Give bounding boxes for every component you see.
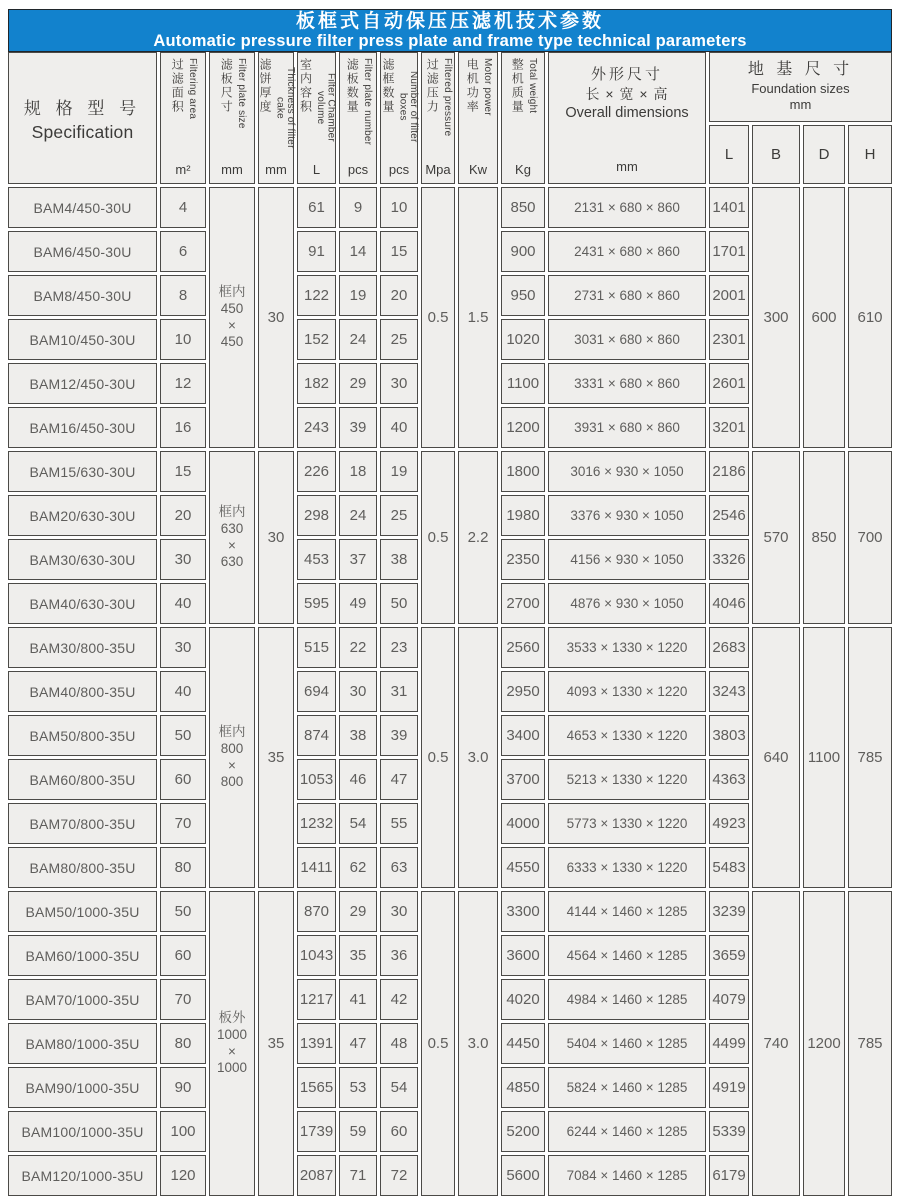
plate-number-cell: 47 <box>339 1023 377 1064</box>
cake-thickness-cell: 30 <box>258 451 294 624</box>
chamber-volume-cell: 226 <box>297 451 336 492</box>
chamber-volume-cell: 453 <box>297 539 336 580</box>
plate-size-cell: 框内 450 × 450 <box>209 187 255 448</box>
plate-number-cell: 46 <box>339 759 377 800</box>
foundation-l-cell: 1401 <box>709 187 749 228</box>
area-cell: 80 <box>160 1023 206 1064</box>
foundation-l-cell: 4919 <box>709 1067 749 1108</box>
foundation-b-cell: 640 <box>752 627 800 888</box>
model-cell: BAM50/1000-35U <box>8 891 157 932</box>
weight-cell: 3300 <box>501 891 545 932</box>
col-unit-weight: Kg <box>515 161 531 177</box>
foundation-b-cell: 570 <box>752 451 800 624</box>
col-header-cake <box>258 52 294 184</box>
weight-cell: 5600 <box>501 1155 545 1196</box>
chamber-volume-cell: 122 <box>297 275 336 316</box>
area-cell: 80 <box>160 847 206 888</box>
plate-number-cell: 53 <box>339 1067 377 1108</box>
chamber-volume-cell: 1411 <box>297 847 336 888</box>
weight-cell: 4550 <box>501 847 545 888</box>
dims-header-sub: 长 × 宽 × 高 <box>585 86 669 103</box>
model-cell: BAM60/1000-35U <box>8 935 157 976</box>
area-cell: 30 <box>160 539 206 580</box>
foundation-b-cell: 300 <box>752 187 800 448</box>
dims-header-zh: 外形尺寸 <box>590 66 663 83</box>
model-cell: BAM120/1000-35U <box>8 1155 157 1196</box>
plate-number-cell: 9 <box>339 187 377 228</box>
col-header-volume <box>297 52 336 184</box>
chamber-volume-cell: 874 <box>297 715 336 756</box>
chamber-volume-cell: 1391 <box>297 1023 336 1064</box>
weight-cell: 4000 <box>501 803 545 844</box>
dims-cell: 6333 × 1330 × 1220 <box>548 847 706 888</box>
plate-number-cell: 29 <box>339 363 377 404</box>
box-number-cell: 25 <box>380 495 418 536</box>
plate-number-cell: 18 <box>339 451 377 492</box>
col-header-power <box>458 52 498 184</box>
dims-cell: 5213 × 1330 × 1220 <box>548 759 706 800</box>
plate-number-cell: 24 <box>339 495 377 536</box>
dims-cell: 4156 × 930 × 1050 <box>548 539 706 580</box>
dims-cell: 5773 × 1330 × 1220 <box>548 803 706 844</box>
col-header-plate <box>209 52 255 184</box>
foundation-l-cell: 2301 <box>709 319 749 360</box>
box-number-cell: 42 <box>380 979 418 1020</box>
title-banner <box>8 9 892 52</box>
foundation-l-cell: 4079 <box>709 979 749 1020</box>
col-header-plates <box>339 52 377 184</box>
foundation-b-cell: 740 <box>752 891 800 1196</box>
area-cell: 20 <box>160 495 206 536</box>
area-cell: 90 <box>160 1067 206 1108</box>
col-header-pressure-zh: 过滤压力 <box>425 58 440 114</box>
plate-number-cell: 39 <box>339 407 377 448</box>
model-cell: BAM16/450-30U <box>8 407 157 448</box>
chamber-volume-cell: 515 <box>297 627 336 668</box>
model-cell: BAM15/630-30U <box>8 451 157 492</box>
model-cell: BAM6/450-30U <box>8 231 157 272</box>
plate-number-cell: 62 <box>339 847 377 888</box>
col-header-plates-en: Filter plate number <box>361 58 373 146</box>
foundation-subcol-d: D <box>803 125 845 184</box>
dims-cell: 4653 × 1330 × 1220 <box>548 715 706 756</box>
chamber-volume-cell: 152 <box>297 319 336 360</box>
box-number-cell: 63 <box>380 847 418 888</box>
weight-cell: 1800 <box>501 451 545 492</box>
plate-number-cell: 38 <box>339 715 377 756</box>
foundation-h-cell: 785 <box>848 891 892 1196</box>
area-cell: 60 <box>160 759 206 800</box>
weight-cell: 1020 <box>501 319 545 360</box>
weight-cell: 950 <box>501 275 545 316</box>
model-cell: BAM4/450-30U <box>8 187 157 228</box>
model-cell: BAM30/630-30U <box>8 539 157 580</box>
plate-number-cell: 71 <box>339 1155 377 1196</box>
col-header-weight <box>501 52 545 184</box>
chamber-volume-cell: 243 <box>297 407 336 448</box>
dims-cell: 5824 × 1460 × 1285 <box>548 1067 706 1108</box>
weight-cell: 3700 <box>501 759 545 800</box>
box-number-cell: 39 <box>380 715 418 756</box>
col-header-pressure <box>421 52 455 184</box>
dims-cell: 3331 × 680 × 860 <box>548 363 706 404</box>
dims-header-en: Overall dimensions <box>565 105 689 122</box>
col-header-boxes <box>380 52 418 184</box>
plate-number-cell: 30 <box>339 671 377 712</box>
foundation-h-cell: 610 <box>848 187 892 448</box>
chamber-volume-cell: 91 <box>297 231 336 272</box>
box-number-cell: 19 <box>380 451 418 492</box>
foundation-subcol-h: H <box>848 125 892 184</box>
plate-number-cell: 35 <box>339 935 377 976</box>
model-cell: BAM80/800-35U <box>8 847 157 888</box>
chamber-volume-cell: 1043 <box>297 935 336 976</box>
foundation-l-cell: 3239 <box>709 891 749 932</box>
plate-number-cell: 59 <box>339 1111 377 1152</box>
foundation-l-cell: 5339 <box>709 1111 749 1152</box>
weight-cell: 1200 <box>501 407 545 448</box>
model-cell: BAM50/800-35U <box>8 715 157 756</box>
pressure-cell: 0.5 <box>421 891 455 1196</box>
plate-number-cell: 37 <box>339 539 377 580</box>
plate-number-cell: 54 <box>339 803 377 844</box>
col-header-boxes-en: Number of filter boxes <box>397 71 419 143</box>
model-cell: BAM8/450-30U <box>8 275 157 316</box>
dims-cell: 4876 × 930 × 1050 <box>548 583 706 624</box>
area-cell: 30 <box>160 627 206 668</box>
weight-cell: 2950 <box>501 671 545 712</box>
page-title-zh: 板框式自动保压压滤机技术参数 <box>295 10 604 32</box>
weight-cell: 4850 <box>501 1067 545 1108</box>
dims-header-unit: mm <box>616 159 638 175</box>
pressure-cell: 0.5 <box>421 451 455 624</box>
cake-thickness-cell: 35 <box>258 891 294 1196</box>
box-number-cell: 25 <box>380 319 418 360</box>
foundation-d-cell: 850 <box>803 451 845 624</box>
foundation-d-cell: 600 <box>803 187 845 448</box>
chamber-volume-cell: 870 <box>297 891 336 932</box>
chamber-volume-cell: 2087 <box>297 1155 336 1196</box>
plate-size-cell: 板外 1000 × 1000 <box>209 891 255 1196</box>
dims-cell: 4093 × 1330 × 1220 <box>548 671 706 712</box>
col-unit-power: Kw <box>468 161 488 177</box>
foundation-l-cell: 6179 <box>709 1155 749 1196</box>
col-unit-cake: mm <box>265 162 287 178</box>
foundation-l-cell: 4923 <box>709 803 749 844</box>
pressure-cell: 0.5 <box>421 627 455 888</box>
box-number-cell: 50 <box>380 583 418 624</box>
dims-cell: 3533 × 1330 × 1220 <box>548 627 706 668</box>
col-header-volume-en: Filter Chamber volume <box>315 72 337 142</box>
dims-cell: 2431 × 680 × 860 <box>548 231 706 272</box>
col-header-weight-en: Total weight <box>526 58 538 114</box>
foundation-l-cell: 2001 <box>709 275 749 316</box>
foundation-l-cell: 1701 <box>709 231 749 272</box>
foundation-header <box>709 52 892 122</box>
col-unit-pressure: Mpa <box>425 161 451 177</box>
foundation-l-cell: 3326 <box>709 539 749 580</box>
model-cell: BAM40/800-35U <box>8 671 157 712</box>
spec-header <box>8 52 157 184</box>
area-cell: 70 <box>160 979 206 1020</box>
foundation-l-cell: 2683 <box>709 627 749 668</box>
spec-header-zh: 规 格 型 号 <box>23 98 142 118</box>
col-header-area <box>160 52 206 184</box>
plate-number-cell: 14 <box>339 231 377 272</box>
col-header-area-en: Filtering area <box>186 58 198 120</box>
weight-cell: 4020 <box>501 979 545 1020</box>
weight-cell: 900 <box>501 231 545 272</box>
dims-cell: 3031 × 680 × 860 <box>548 319 706 360</box>
power-cell: 3.0 <box>458 891 498 1196</box>
box-number-cell: 20 <box>380 275 418 316</box>
dims-cell: 3376 × 930 × 1050 <box>548 495 706 536</box>
box-number-cell: 60 <box>380 1111 418 1152</box>
plate-size-cell: 框内 630 × 630 <box>209 451 255 624</box>
chamber-volume-cell: 182 <box>297 363 336 404</box>
weight-cell: 2350 <box>501 539 545 580</box>
weight-cell: 3400 <box>501 715 545 756</box>
foundation-l-cell: 3201 <box>709 407 749 448</box>
area-cell: 8 <box>160 275 206 316</box>
spec-table <box>8 52 892 1196</box>
chamber-volume-cell: 1232 <box>297 803 336 844</box>
box-number-cell: 48 <box>380 1023 418 1064</box>
foundation-l-cell: 5483 <box>709 847 749 888</box>
model-cell: BAM100/1000-35U <box>8 1111 157 1152</box>
weight-cell: 850 <box>501 187 545 228</box>
area-cell: 120 <box>160 1155 206 1196</box>
col-header-power-zh: 电机功率 <box>465 58 480 114</box>
foundation-h-cell: 785 <box>848 627 892 888</box>
model-cell: BAM10/450-30U <box>8 319 157 360</box>
col-header-cake-en: Thickness of filter cake <box>274 66 296 149</box>
power-cell: 3.0 <box>458 627 498 888</box>
foundation-l-cell: 3243 <box>709 671 749 712</box>
box-number-cell: 30 <box>380 363 418 404</box>
model-cell: BAM80/1000-35U <box>8 1023 157 1064</box>
col-header-area-zh: 过滤面积 <box>170 58 185 114</box>
weight-cell: 3600 <box>501 935 545 976</box>
box-number-cell: 15 <box>380 231 418 272</box>
col-header-cake-zh: 滤饼厚度 <box>258 58 272 114</box>
area-cell: 50 <box>160 715 206 756</box>
col-unit-boxes: pcs <box>388 162 410 178</box>
chamber-volume-cell: 61 <box>297 187 336 228</box>
chamber-volume-cell: 694 <box>297 671 336 712</box>
col-header-pressure-en: Filtered pressure <box>441 58 453 137</box>
page-title-en: Automatic pressure filter press plate and frame type technical parameters <box>153 31 747 50</box>
weight-cell: 1100 <box>501 363 545 404</box>
area-cell: 10 <box>160 319 206 360</box>
dims-cell: 5404 × 1460 × 1285 <box>548 1023 706 1064</box>
model-cell: BAM90/1000-35U <box>8 1067 157 1108</box>
pressure-cell: 0.5 <box>421 187 455 448</box>
foundation-l-cell: 4046 <box>709 583 749 624</box>
foundation-header-unit: mm <box>789 97 812 113</box>
plate-number-cell: 24 <box>339 319 377 360</box>
foundation-h-cell: 700 <box>848 451 892 624</box>
model-cell: BAM70/1000-35U <box>8 979 157 1020</box>
model-cell: BAM70/800-35U <box>8 803 157 844</box>
dims-cell: 4144 × 1460 × 1285 <box>548 891 706 932</box>
plate-number-cell: 41 <box>339 979 377 1020</box>
chamber-volume-cell: 298 <box>297 495 336 536</box>
model-cell: BAM20/630-30U <box>8 495 157 536</box>
chamber-volume-cell: 1739 <box>297 1111 336 1152</box>
foundation-l-cell: 2546 <box>709 495 749 536</box>
chamber-volume-cell: 595 <box>297 583 336 624</box>
dims-cell: 3016 × 930 × 1050 <box>548 451 706 492</box>
model-cell: BAM12/450-30U <box>8 363 157 404</box>
col-unit-plate: mm <box>221 161 243 177</box>
area-cell: 15 <box>160 451 206 492</box>
dims-cell: 7084 × 1460 × 1285 <box>548 1155 706 1196</box>
dims-cell: 3931 × 680 × 860 <box>548 407 706 448</box>
box-number-cell: 72 <box>380 1155 418 1196</box>
col-unit-volume: L <box>312 162 321 178</box>
col-header-volume-zh: 室内容积 <box>298 58 313 114</box>
power-cell: 1.5 <box>458 187 498 448</box>
chamber-volume-cell: 1053 <box>297 759 336 800</box>
foundation-subcol-b: B <box>752 125 800 184</box>
box-number-cell: 31 <box>380 671 418 712</box>
chamber-volume-cell: 1217 <box>297 979 336 1020</box>
foundation-subcol-l: L <box>709 125 749 184</box>
col-header-plates-zh: 滤板数量 <box>345 58 360 114</box>
box-number-cell: 10 <box>380 187 418 228</box>
plate-number-cell: 49 <box>339 583 377 624</box>
area-cell: 16 <box>160 407 206 448</box>
foundation-l-cell: 2601 <box>709 363 749 404</box>
box-number-cell: 55 <box>380 803 418 844</box>
col-header-plate-en: Filter plate size <box>235 58 247 129</box>
chamber-volume-cell: 1565 <box>297 1067 336 1108</box>
col-header-boxes-zh: 滤框数量 <box>381 58 395 114</box>
weight-cell: 2700 <box>501 583 545 624</box>
col-header-plate-zh: 滤板尺寸 <box>219 58 234 114</box>
dims-cell: 2131 × 680 × 860 <box>548 187 706 228</box>
col-header-weight-zh: 整机质量 <box>510 58 525 114</box>
dims-cell: 4984 × 1460 × 1285 <box>548 979 706 1020</box>
weight-cell: 5200 <box>501 1111 545 1152</box>
cake-thickness-cell: 35 <box>258 627 294 888</box>
model-cell: BAM40/630-30U <box>8 583 157 624</box>
foundation-header-en: Foundation sizes <box>751 80 850 96</box>
dims-header <box>548 52 706 184</box>
weight-cell: 1980 <box>501 495 545 536</box>
area-cell: 100 <box>160 1111 206 1152</box>
box-number-cell: 36 <box>380 935 418 976</box>
foundation-l-cell: 2186 <box>709 451 749 492</box>
foundation-l-cell: 3803 <box>709 715 749 756</box>
foundation-d-cell: 1200 <box>803 891 845 1196</box>
plate-size-cell: 框内 800 × 800 <box>209 627 255 888</box>
power-cell: 2.2 <box>458 451 498 624</box>
area-cell: 60 <box>160 935 206 976</box>
box-number-cell: 38 <box>380 539 418 580</box>
box-number-cell: 47 <box>380 759 418 800</box>
model-cell: BAM60/800-35U <box>8 759 157 800</box>
plate-number-cell: 29 <box>339 891 377 932</box>
area-cell: 4 <box>160 187 206 228</box>
area-cell: 40 <box>160 583 206 624</box>
plate-number-cell: 22 <box>339 627 377 668</box>
foundation-l-cell: 4363 <box>709 759 749 800</box>
cake-thickness-cell: 30 <box>258 187 294 448</box>
dims-cell: 6244 × 1460 × 1285 <box>548 1111 706 1152</box>
weight-cell: 4450 <box>501 1023 545 1064</box>
dims-cell: 4564 × 1460 × 1285 <box>548 935 706 976</box>
area-cell: 6 <box>160 231 206 272</box>
area-cell: 70 <box>160 803 206 844</box>
area-cell: 12 <box>160 363 206 404</box>
box-number-cell: 54 <box>380 1067 418 1108</box>
col-unit-area: m² <box>175 161 191 177</box>
spec-header-en: Specification <box>31 121 134 142</box>
box-number-cell: 40 <box>380 407 418 448</box>
model-cell: BAM30/800-35U <box>8 627 157 668</box>
col-unit-plates: pcs <box>347 161 369 177</box>
col-header-power-en: Motor power <box>481 58 493 116</box>
area-cell: 50 <box>160 891 206 932</box>
area-cell: 40 <box>160 671 206 712</box>
box-number-cell: 30 <box>380 891 418 932</box>
foundation-d-cell: 1100 <box>803 627 845 888</box>
box-number-cell: 23 <box>380 627 418 668</box>
foundation-l-cell: 4499 <box>709 1023 749 1064</box>
foundation-l-cell: 3659 <box>709 935 749 976</box>
plate-number-cell: 19 <box>339 275 377 316</box>
weight-cell: 2560 <box>501 627 545 668</box>
foundation-header-zh: 地 基 尺 寸 <box>747 60 854 78</box>
dims-cell: 2731 × 680 × 860 <box>548 275 706 316</box>
